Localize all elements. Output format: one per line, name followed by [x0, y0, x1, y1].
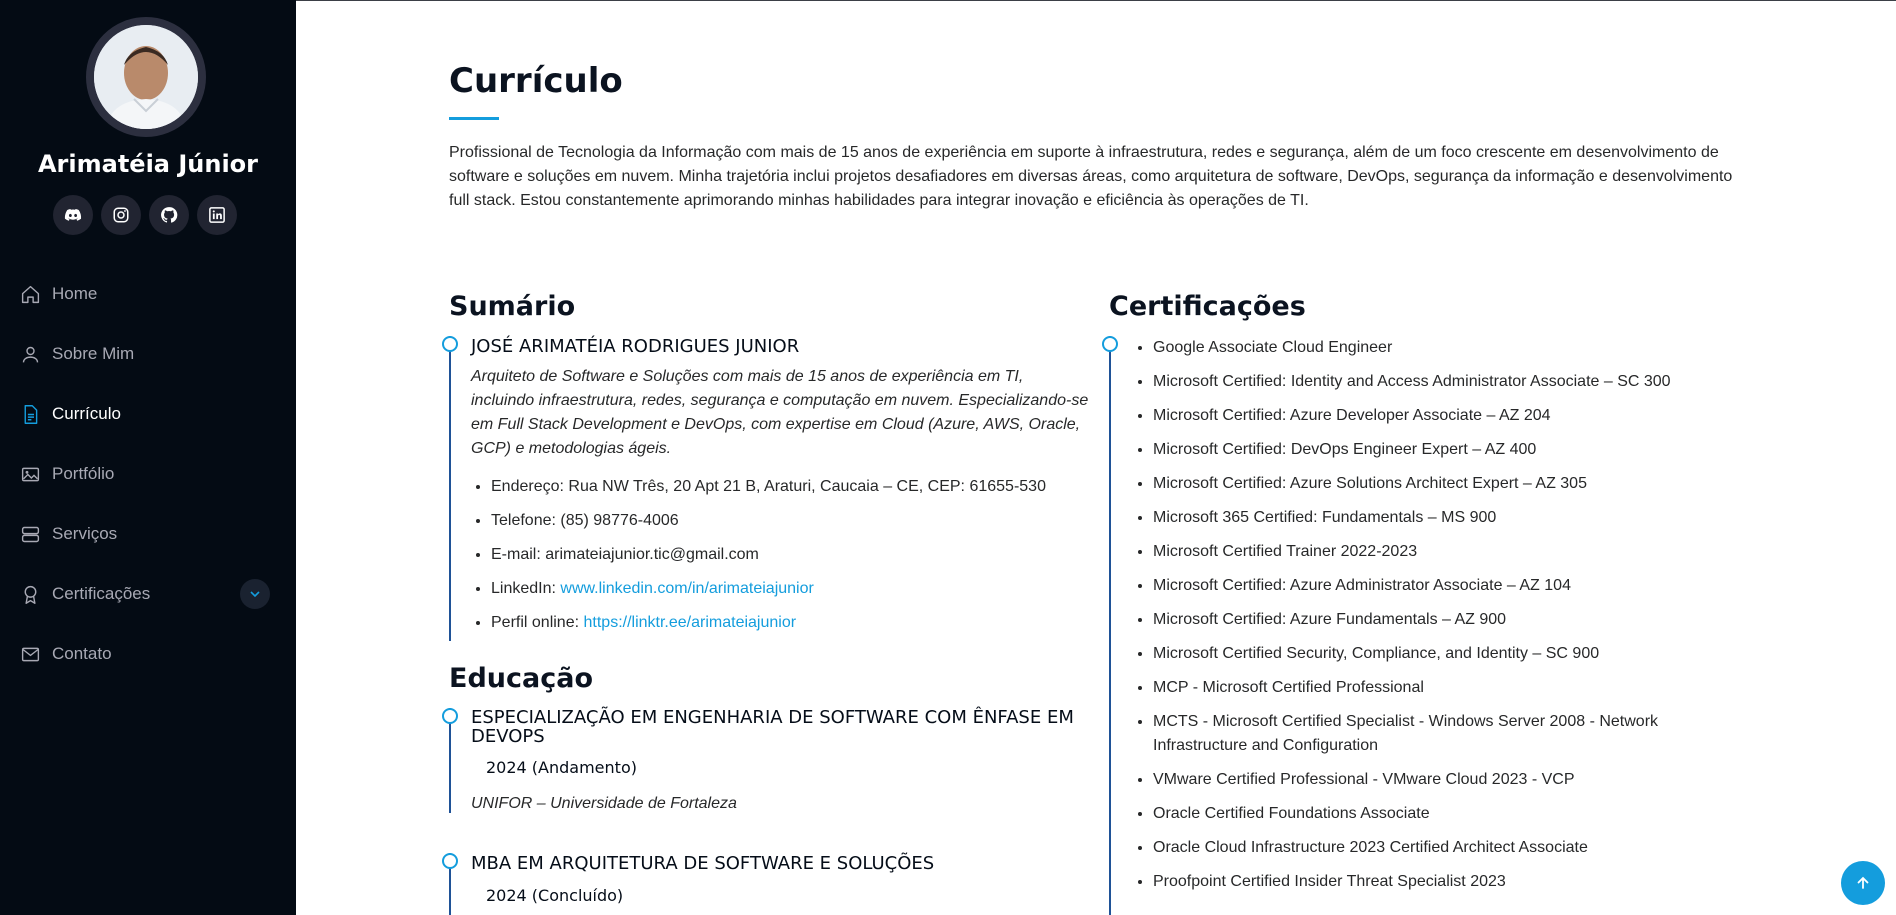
left-column: [449, 291, 1089, 915]
discord-link[interactable]: [53, 195, 93, 235]
certification-item: • VMware Certified Professional - VMware Cloud 2023 - VCP: [1153, 768, 1749, 792]
phone: • Telefone: (85) 98776-4006: [491, 509, 1089, 533]
images-icon: [20, 463, 42, 485]
certification-item: • Microsoft Certified: DevOps Engineer Expert – AZ 400: [1153, 438, 1749, 462]
certification-item: • Microsoft Certified: Azure Administrator Associate – AZ 104: [1153, 574, 1749, 598]
house-icon: [20, 283, 42, 305]
intro-text: Profissional de Tecnologia da Informação com mais de 15 anos de experiência em suporte à infraestrutura, redes e segurança, além de um foco crescente em desenvolvimento de software e soluções em nuvem. Minha trajetória inclui projetos desafiadores em diversas áreas, como arquitetura de software, DevOps, segurança da informação e desenvolvimento full stack. Estou constantemente aprimorando minhas habilidades para integrar inovação e eficiência às operações de TI.: [449, 144, 1733, 209]
timeline-dot: [442, 853, 458, 869]
nav-item-contato[interactable]: [0, 624, 296, 684]
education-period-2: 2024 (Concluído): [486, 886, 624, 905]
avatar: [86, 17, 206, 137]
certification-item: • Oracle Cloud Infrastructure 2023 Certified Architect Associate: [1153, 836, 1749, 860]
nav-label: Sobre Mim: [52, 344, 135, 363]
hdd-stack-icon: [20, 523, 42, 545]
instagram-icon: [112, 206, 130, 224]
file-text-icon: [20, 403, 42, 425]
education-title-2: MBA EM ARQUITETURA DE SOFTWARE E SOLUÇÕES: [471, 853, 935, 874]
github-link[interactable]: [149, 195, 189, 235]
education-period-1: 2024 (Andamento): [486, 758, 637, 777]
sidebar: [0, 0, 296, 915]
education-item: [449, 853, 1089, 915]
education-title-1: ESPECIALIZAÇÃO EM ENGENHARIA DE SOFTWARE COM ÊNFASE EM DEVOPS: [471, 707, 1074, 747]
contact-list: [471, 475, 1089, 635]
nav-item-servicos[interactable]: [0, 504, 296, 564]
email: • E-mail: arimateiajunior.tic@gmail.com: [491, 543, 1089, 567]
certification-list: [1131, 336, 1749, 894]
arrow-up-icon: [1855, 875, 1871, 891]
summary-name: JOSÉ ARIMATÉIA RODRIGUES JUNIOR: [471, 336, 800, 357]
nav-item-portfolio[interactable]: [0, 444, 296, 504]
linkedin-row: [491, 577, 1089, 601]
certification-item: • Google Associate Cloud Engineer: [1153, 336, 1749, 360]
timeline-dot: [1102, 336, 1118, 352]
title-underline: [449, 117, 499, 120]
nav-label: Certificações: [52, 584, 151, 603]
nav-label: Portfólio: [52, 464, 115, 483]
certification-item: • Oracle Certified Foundations Associate: [1153, 802, 1749, 826]
timeline-dot: [442, 708, 458, 724]
linkedin-link-text[interactable]: www.linkedin.com/in/arimateiajunior: [560, 580, 814, 597]
person-icon: [20, 343, 42, 365]
certification-item: • Microsoft Certified Security, Compliance, and Identity – SC 900: [1153, 642, 1749, 666]
nav-item-curriculo[interactable]: [0, 384, 296, 444]
timeline-dot: [442, 336, 458, 352]
certification-item: • Microsoft 365 Certified: Fundamentals – MS 900: [1153, 506, 1749, 530]
nav-label: Serviços: [52, 524, 118, 543]
instagram-link[interactable]: [101, 195, 141, 235]
envelope-icon: [20, 643, 42, 665]
certifications-title: Certificações: [1109, 291, 1306, 322]
education-title: Educação: [449, 663, 593, 694]
summary-item: [449, 336, 1089, 641]
certifications-item: [1109, 336, 1749, 915]
education-item: [449, 708, 1089, 813]
certification-item: • MCTS - Microsoft Certified Specialist - Windows Server 2008 - Network Infrastructure and Configuration: [1153, 710, 1749, 758]
certification-item: • Microsoft Certified: Identity and Access Administrator Associate – SC 300: [1153, 370, 1749, 394]
award-icon: [20, 583, 42, 605]
social-links: [53, 195, 237, 235]
address: • Endereço: Rua NW Três, 20 Apt 21 B, Araturi, Caucaia – CE, CEP: 61655-530: [491, 475, 1089, 499]
chevron-down-icon[interactable]: [240, 579, 270, 609]
profile-link-text[interactable]: https://linktr.ee/arimateiajunior: [583, 614, 797, 631]
page-title: Currículo: [449, 61, 623, 101]
back-to-top-button[interactable]: [1841, 861, 1885, 905]
certification-item: • Microsoft Certified Trainer 2022-2023: [1153, 540, 1749, 564]
linkedin-label: LinkedIn:: [491, 580, 556, 597]
certification-item: • Proofpoint Certified Insider Threat Specialist 2023: [1153, 870, 1749, 894]
nav-label: Home: [52, 284, 98, 303]
nav-menu: [0, 264, 296, 684]
nav-item-certificacoes[interactable]: [0, 564, 296, 624]
education-school-1: UNIFOR – Universidade de Fortaleza: [471, 795, 737, 812]
certification-item: • Microsoft Certified: Azure Solutions Architect Expert – AZ 305: [1153, 472, 1749, 496]
certification-item: • MCP - Microsoft Certified Professional: [1153, 676, 1749, 700]
nav-label: Currículo: [52, 404, 121, 423]
nav-item-sobre-mim[interactable]: [0, 324, 296, 384]
right-column: [1109, 291, 1749, 915]
avatar-photo: [94, 25, 198, 129]
github-icon: [160, 206, 178, 224]
main-content: [296, 0, 1896, 915]
summary-text: Arquiteto de Software e Soluções com mais de 15 anos de experiência em TI, incluindo infraestrutura, redes, segurança e computação em nuvem. Especializando-se em Full Stack Development e DevOps, com expertise em Cloud (Azure, AWS, Oracle, GCP) e metodologias ágeis.: [471, 368, 1089, 457]
profile-row: [491, 611, 1089, 635]
certification-item: • Microsoft Certified: Azure Fundamentals – AZ 900: [1153, 608, 1749, 632]
certification-item: • Microsoft Certified: Azure Developer Associate – AZ 204: [1153, 404, 1749, 428]
nav-item-home[interactable]: [0, 264, 296, 324]
linkedin-icon: [208, 206, 226, 224]
summary-title: Sumário: [449, 291, 576, 322]
nav-label: Contato: [52, 644, 112, 663]
linkedin-link[interactable]: [197, 195, 237, 235]
discord-icon: [64, 206, 82, 224]
profile-name: Arimatéia Júnior: [37, 150, 259, 178]
profile-label: Perfil online:: [491, 614, 580, 631]
